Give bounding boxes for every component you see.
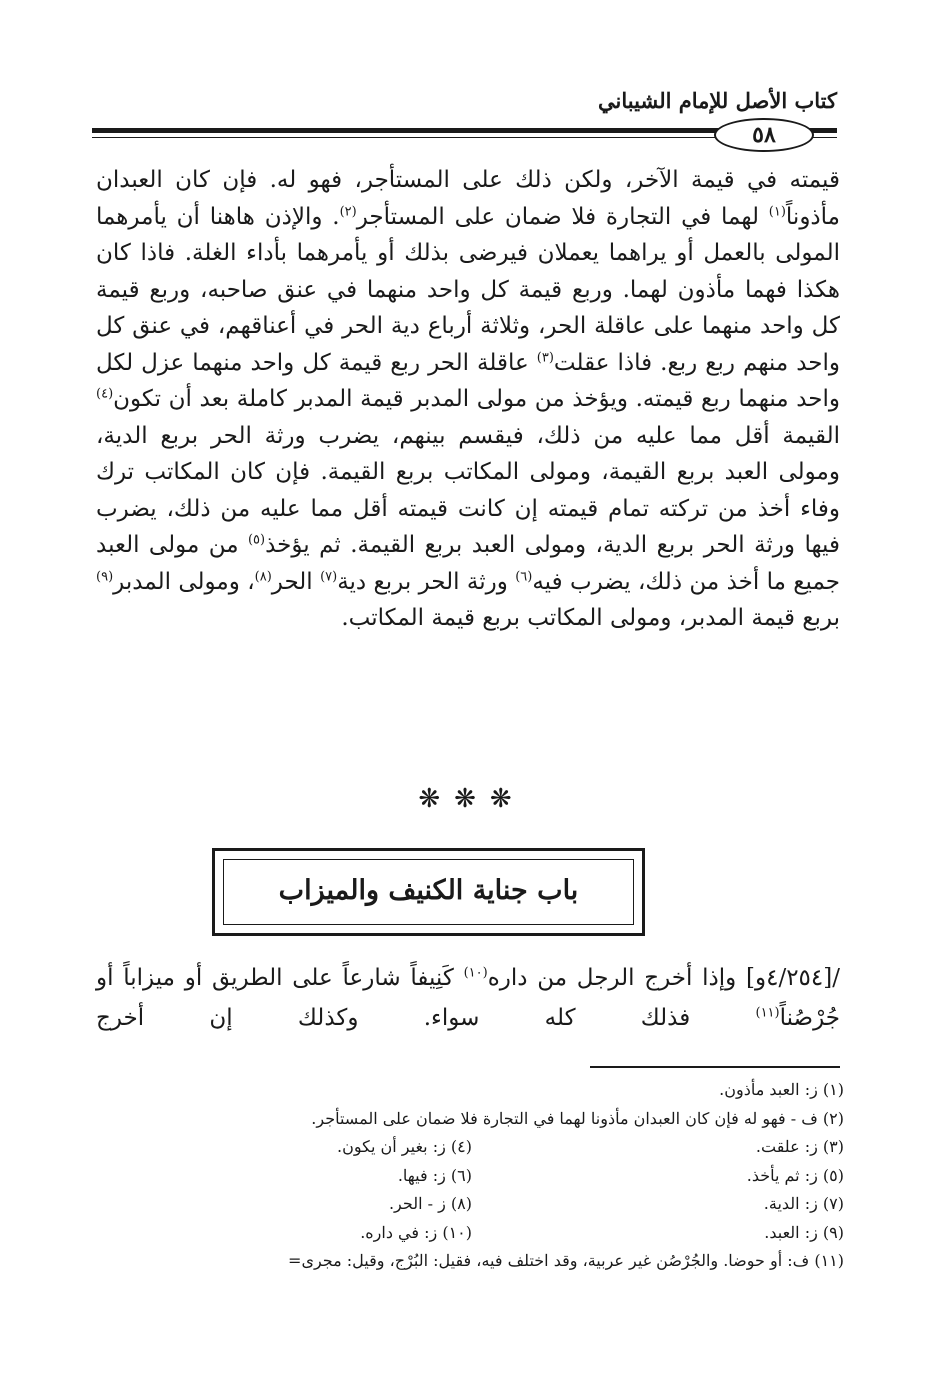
footnote-10: (١٠) ز: في داره. bbox=[360, 1222, 472, 1242]
footnote-ref-2: (٢) bbox=[339, 203, 357, 219]
footnote-ref-11: (١١) bbox=[755, 1005, 780, 1021]
section-paragraph bbox=[96, 958, 840, 1038]
chapter-heading-frame bbox=[212, 848, 645, 936]
text-run: عاقلة الحر ربع قيمة كل واحد منهما عزل لكل واحد منهما ربع قيمته. ويؤخذ من مولى المدبر قيمة المدبر كاملة بعد أن تكون bbox=[96, 349, 840, 412]
footnote-9: (٩) ز: العبد. bbox=[764, 1222, 844, 1242]
footnote-2: (٢) ف - فهو له فإن كان العبدان مأذونا لهما في التجارة فلا ضمان على المستأجر. bbox=[311, 1108, 844, 1128]
text-run: الحر bbox=[271, 568, 321, 595]
page-number: ٥٨ bbox=[714, 118, 814, 152]
text-run: قيمته في قيمة الآخر، ولكن ذلك على المستأجر، فهو له. فإن كان العبدان مأذوناً bbox=[96, 167, 840, 230]
footnote-divider bbox=[590, 1066, 840, 1068]
text-run: من مولى العبد جميع ما أخذ من ذلك، يضرب فيه bbox=[96, 532, 840, 595]
footnotes bbox=[96, 1076, 844, 1276]
footnote-ref-10: (١٠) bbox=[463, 965, 488, 981]
main-paragraph bbox=[96, 162, 840, 637]
running-title: كتاب الأصل للإمام الشيباني bbox=[598, 88, 837, 113]
footnote-ref-4: (٤) bbox=[96, 386, 114, 402]
text-run: كَنِيفاً شارعاً على الطريق أو ميزاباً أو جُرْصُناً bbox=[96, 965, 840, 1031]
footnote-ref-8: (٨) bbox=[254, 568, 272, 584]
text-run: . والإذن هاهنا أن يأمرهما المولى بالعمل أو يراهما يعملان فيرضى بذلك أو يأمرهما بأداء الغلة. فاذا كان هكذا فهما مأذون لهما. وربع قيمة كل واحد منهما في عنق صاحبه، وربع قيمة كل واحد منهما على عاقلة الحر، وثلاثة أرباع دية الحر في أعناقهم، في عنق كل واحد منهم ربع ربع. فاذا عقلت bbox=[96, 203, 841, 376]
footnote-ref-6: (٦) bbox=[515, 568, 533, 584]
text-run: فذلك كله سواء. وكذلك إن أخرج bbox=[96, 1005, 756, 1031]
footnote-ref-1: (١) bbox=[768, 203, 786, 219]
section-separator: ❋❋❋ bbox=[418, 784, 526, 814]
footnote-ref-3: (٣) bbox=[536, 349, 554, 365]
footnote-5: (٥) ز: ثم يأخذ. bbox=[746, 1165, 844, 1185]
footnote-4: (٤) ز: بغير أن يكون. bbox=[337, 1137, 472, 1156]
footnote-7: (٧) ز: الدية. bbox=[763, 1194, 844, 1213]
chapter-title: باب جناية الكنيف والميزاب bbox=[278, 875, 579, 906]
footnote-ref-5: (٥) bbox=[247, 532, 266, 548]
text-run: ورثة الحر بربع دية bbox=[337, 568, 516, 595]
footnote-11: (١١) ف: أو حوضا. والجُرْصُن غير عربية، وقد اختلف فيه، فقيل: البُرْج، وقيل: مجرى= bbox=[288, 1251, 844, 1270]
footnote-8: (٨) ز - الحر. bbox=[388, 1194, 472, 1213]
text-run: بربع قيمة المدبر، ومولى المكاتب بربع قيمة المكاتب. bbox=[341, 605, 840, 631]
footnote-6: (٦) ز: فيها. bbox=[397, 1165, 472, 1185]
text-run: القيمة أقل مما عليه من ذلك، فيقسم بينهم، يضرب ورثة الحر بربع الدية، ومولى العبد بربع القيمة، ومولى المكاتب بربع القيمة. فإن كان المكاتب ترك وفاء أخذ من تركته تمام قيمته إن كانت قيمته أقل مما عليه من ذلك، يضرب فيها ورثة الحر بربع الدية، ومولى العبد بربع القيمة. ثم يؤخذ bbox=[96, 422, 840, 558]
text-run: /[٤/٢٥٤و] وإذا أخرج الرجل من داره bbox=[487, 965, 840, 991]
footnote-ref-7: (٧) bbox=[320, 568, 338, 584]
footnote-ref-9: (٩) bbox=[96, 568, 114, 584]
text-run: ، ومولى المدبر bbox=[113, 568, 255, 595]
footnote-1: (١) ز: العبد مأذون. bbox=[719, 1080, 844, 1099]
text-run: لهما في التجارة فلا ضمان على المستأجر bbox=[356, 203, 769, 230]
page-header bbox=[92, 88, 837, 158]
footnote-3: (٣) ز: علقت. bbox=[755, 1137, 844, 1156]
